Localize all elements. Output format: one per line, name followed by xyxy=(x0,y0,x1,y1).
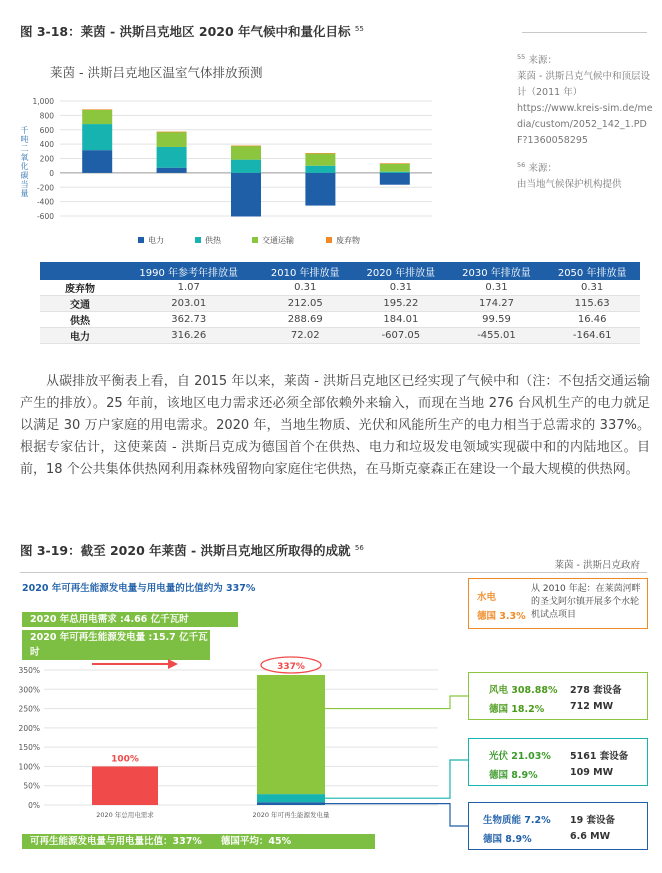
body-paragraph: 从碳排放平衡表上看，自 2015 年以来，莱茵 - 洪斯吕克地区已经实现了气候中和（注：不包括交通运输产生的排放）。25 年前，该地区电力需求还必须全部依赖外来输入，而现在当地 276 台风机生产的电力就足以满足 30 万户家庭的用电需求。2020 年，当地生物质、光伏和风能所生产的电力相当于总需求的 337%。根据专家估计，这使莱茵 - 洪斯吕克成为德国首个在供热、电力和垃圾发电领域实现碳中和的内陆地区。目前，18 个公共集体供热网利用森林残留物向家庭住宅供热，在马斯克豪森正在建设一个最大规模的供热网。 xyxy=(20,374,650,477)
table-cell: 195.22 xyxy=(353,296,449,312)
wind-share: 风电 308.88% xyxy=(489,685,558,696)
wind-units: 278 套设备 xyxy=(570,685,622,696)
table-cell: 203.01 xyxy=(120,296,257,312)
generation-banner: 2020 年可再生能源发电量 :15.7 亿千瓦时 xyxy=(22,630,210,660)
biomass-info-box xyxy=(468,802,648,850)
wind-info-box xyxy=(468,672,648,720)
y-tick-label: 0 xyxy=(49,168,54,178)
table-cell: 212.05 xyxy=(257,296,353,312)
generation-bar-segment xyxy=(257,802,325,805)
biomass-units: 19 套设备 xyxy=(570,815,616,826)
figure-title-text: 图 3-18：莱茵 - 洪斯吕克地区 2020 年气候中和量化目标 xyxy=(20,24,351,39)
y-tick-label: -400 xyxy=(36,197,54,207)
hydro-info-box xyxy=(468,578,648,629)
arrow-head xyxy=(168,659,178,669)
table-cell: 16.46 xyxy=(544,312,640,328)
table-header: 2050 年排放量 xyxy=(544,262,640,280)
hydro-label: 水电 xyxy=(477,592,497,603)
y-tick-label: 400 xyxy=(39,140,54,150)
x-category-label: 2020 年总用电需求 xyxy=(96,811,154,819)
demand-value-label: 100% xyxy=(111,754,139,765)
footnote-56: $^{56}$ 来源： xyxy=(517,161,557,175)
legend-label: 供热 xyxy=(205,236,221,245)
chart-title: 莱茵 - 洪斯吕克地区温室气体排放预测 xyxy=(50,65,263,80)
legend-label: 交通运输 xyxy=(262,236,294,245)
table-cell: 0.31 xyxy=(257,280,353,296)
hydro-description: 从 2010 年起：在莱茵河畔的圣戈阿尔镇开展多个水轮机试点项目 xyxy=(531,584,641,620)
table-cell: 316.26 xyxy=(120,328,257,344)
table-header: 2010 年排放量 xyxy=(257,262,353,280)
footnote-55-source: 莱茵 - 洪斯吕克气候中和顶层设计（2011 年） xyxy=(517,71,650,99)
footnote-ref: 55 xyxy=(354,24,364,33)
legend-label: 电力 xyxy=(148,236,164,245)
demand-bar xyxy=(92,766,158,805)
hydro-germany: 德国 3.3% xyxy=(477,611,526,622)
y-tick-label: 600 xyxy=(39,125,54,135)
pv-capacity: 109 MW xyxy=(570,767,614,778)
table-cell: 0.31 xyxy=(544,280,640,296)
footnote-56-source: 由当地气候保护机构提供 xyxy=(517,179,622,191)
table-cell: 72.02 xyxy=(257,328,353,344)
y-tick-label: 100% xyxy=(18,762,40,772)
y-tick-label: 350% xyxy=(18,666,40,675)
pv-share: 光伏 21.03% xyxy=(489,751,551,762)
table-header: 2030 年排放量 xyxy=(449,262,545,280)
biomass-germany: 德国 8.9% xyxy=(483,834,532,845)
table-cell: 99.59 xyxy=(449,312,545,328)
wind-capacity: 712 MW xyxy=(570,701,614,712)
y-tick-label: 300% xyxy=(18,685,40,695)
footnote-55-url[interactable]: https://www.kreis-sim.de/media/custom/2052_142_1.PDF?1360058295 xyxy=(517,103,653,147)
y-tick-label: 800 xyxy=(39,111,54,121)
table-row-header: 交通 xyxy=(40,296,120,312)
table-header: 2020 年排放量 xyxy=(353,262,449,280)
y-axis-label: 千吨二氧化碳当量 xyxy=(20,126,29,198)
y-tick-label: 150% xyxy=(18,743,40,753)
table-cell: -164.61 xyxy=(544,328,640,344)
chart-headline: 2020 年可再生能源发电量与用电量的比值约为 337% xyxy=(22,583,256,594)
pv-germany: 德国 8.9% xyxy=(489,770,538,781)
table-cell: -607.05 xyxy=(353,328,449,344)
footnote-ref: 56 xyxy=(354,543,364,552)
biomass-connector xyxy=(325,804,468,826)
generation-value-label: 337% xyxy=(277,662,305,672)
table-row-header: 电力 xyxy=(40,328,120,344)
y-tick-label: 250% xyxy=(18,704,40,714)
figure-title-text: 图 3-19：截至 2020 年莱茵 - 洪斯吕克地区所取得的成就 xyxy=(20,543,351,558)
table-cell: -455.01 xyxy=(449,328,545,344)
biomass-capacity: 6.6 MW xyxy=(570,831,611,842)
y-tick-label: 1,000 xyxy=(32,97,54,106)
table-cell: 362.73 xyxy=(120,312,257,328)
table-cell: 0.31 xyxy=(353,280,449,296)
pv-info-box xyxy=(468,738,648,786)
biomass-share: 生物质能 7.2% xyxy=(483,815,551,826)
y-tick-label: 200% xyxy=(18,723,40,733)
x-category-label: 2020 年可再生能源发电量 xyxy=(252,811,330,819)
table-header: 1990 年参考年排放量 xyxy=(120,262,257,280)
y-tick-label: 200 xyxy=(39,154,54,164)
wind-germany: 德国 18.2% xyxy=(489,704,545,715)
y-tick-label: 50% xyxy=(23,781,40,791)
table-row-header: 供热 xyxy=(40,312,120,328)
y-tick-label: 0% xyxy=(28,801,40,810)
pv-units: 5161 套设备 xyxy=(570,751,629,762)
table-row-header: 废弃物 xyxy=(40,280,120,296)
table-cell: 174.27 xyxy=(449,296,545,312)
legend-label: 废弃物 xyxy=(336,236,360,245)
generation-bar-segment xyxy=(257,794,325,802)
demand-banner: 2020 年总用电需求 :4.66 亿千瓦时 xyxy=(22,612,238,627)
footnote-55: $^{55}$ 来源： xyxy=(517,53,557,67)
table-cell: 0.31 xyxy=(449,280,545,296)
table-cell: 1.07 xyxy=(120,280,257,296)
ratio-footer-banner: 可再生能源发电量与用电量比值：337% 德国平均：45% xyxy=(22,834,375,849)
pv-connector xyxy=(325,760,468,798)
y-tick-label: -600 xyxy=(36,212,54,221)
wind-connector xyxy=(325,696,468,709)
figure-source: 莱茵 - 洪斯吕克政府 xyxy=(554,560,640,571)
table-cell: 184.01 xyxy=(353,312,449,328)
table-cell: 115.63 xyxy=(544,296,640,312)
table-cell: 288.69 xyxy=(257,312,353,328)
generation-bar-segment xyxy=(257,675,325,794)
y-tick-label: -200 xyxy=(36,183,54,193)
